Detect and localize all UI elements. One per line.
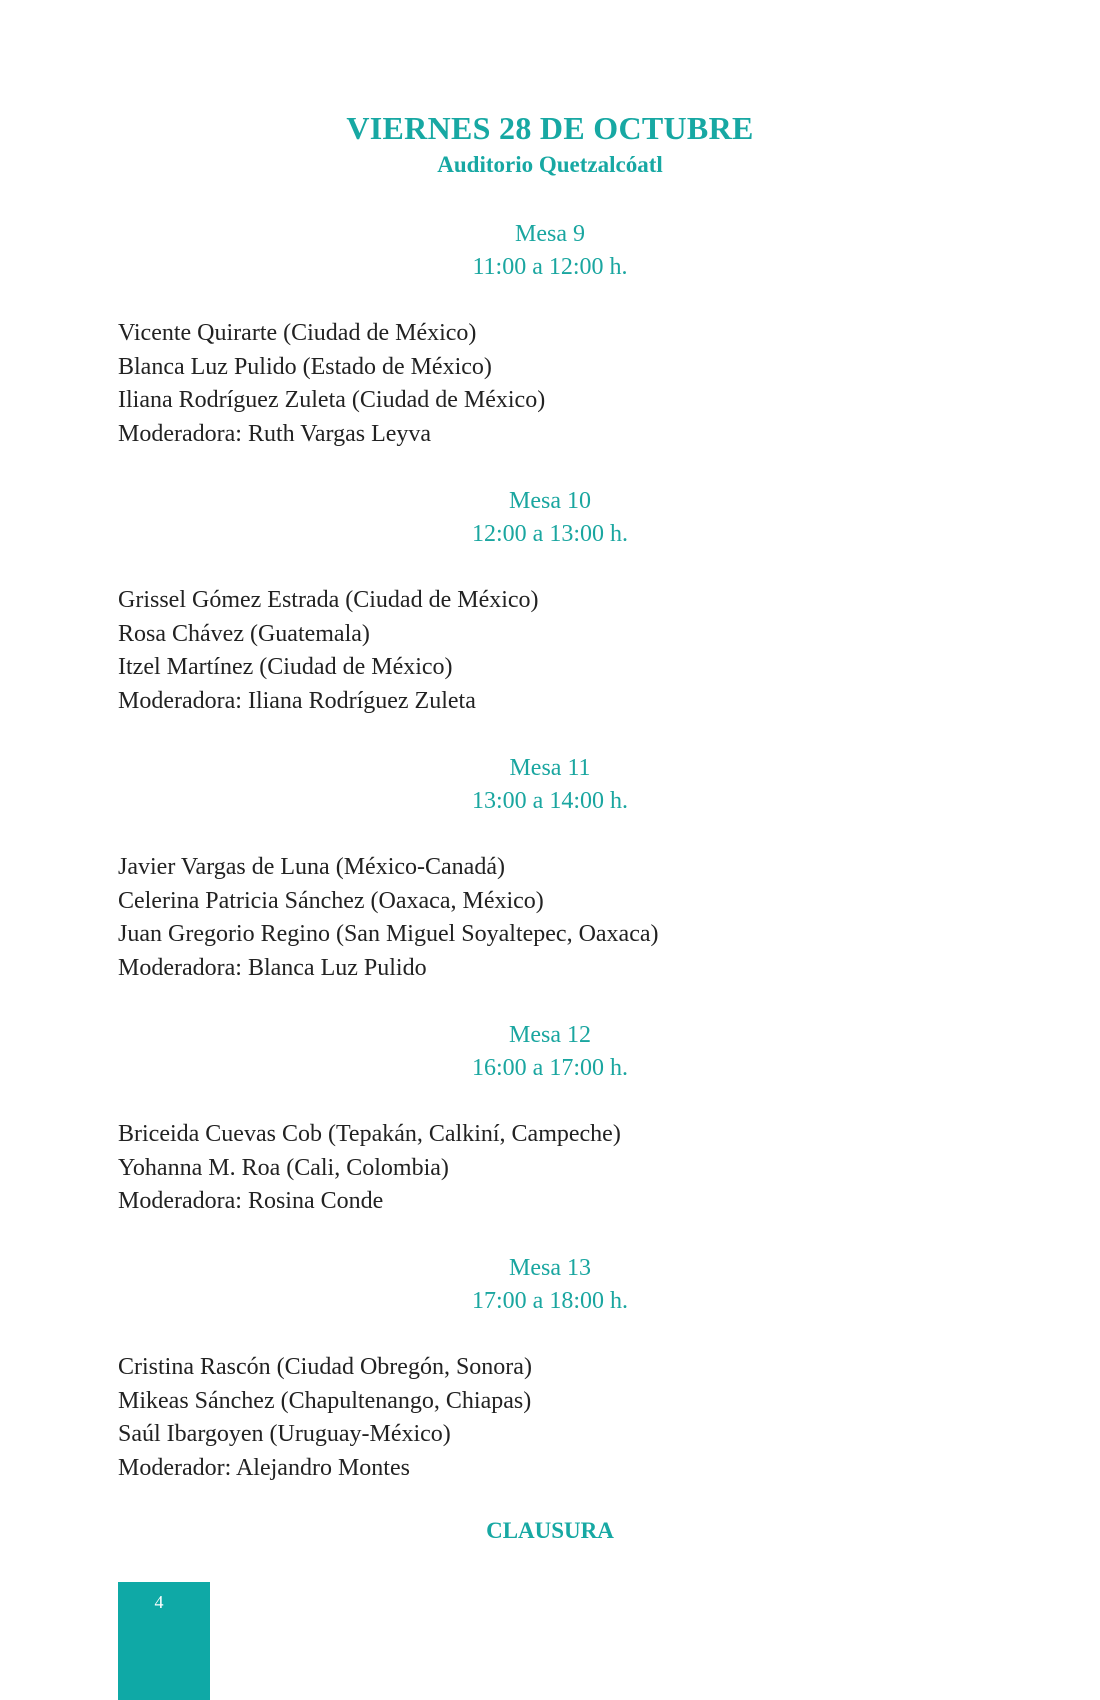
mesa-time: 17:00 a 18:00 h.: [472, 1288, 628, 1314]
participant: Briceida Cuevas Cob (Tepakán, Calkiní, Campeche): [118, 1121, 621, 1147]
moderator: Moderadora: Blanca Luz Pulido: [118, 954, 427, 981]
moderator: Moderadora: Rosina Conde: [118, 1188, 384, 1214]
participant-list: [0, 1351, 1100, 1485]
participant: Saúl Ibargoyen (Uruguay-México): [118, 1421, 451, 1447]
mesa-label: Mesa 10: [509, 488, 591, 514]
page-number-box: [118, 1582, 210, 1700]
mesa-label: Mesa 12: [509, 1022, 591, 1048]
participant: Iliana Rodríguez Zuleta (Ciudad de México): [118, 387, 546, 413]
participant: Celerina Patricia Sánchez (Oaxaca, México): [118, 887, 544, 914]
mesa-time: 11:00 a 12:00 h.: [472, 254, 628, 280]
mesa-label: Mesa 13: [509, 1255, 591, 1281]
mesa-time: 12:00 a 13:00 h.: [472, 521, 628, 547]
venue-title: Auditorio Quetzalcóatl: [437, 152, 663, 177]
participant-list: [0, 1118, 1100, 1219]
session-mesa-13: [0, 1252, 1100, 1485]
participant: Javier Vargas de Luna (México-Canadá): [118, 854, 505, 880]
participant-list: [0, 317, 1100, 451]
participant: Grissel Gómez Estrada (Ciudad de México): [118, 587, 539, 613]
session-mesa-12: [0, 1019, 1100, 1219]
day-title: VIERNES 28 DE OCTUBRE: [346, 110, 754, 146]
mesa-time: 13:00 a 14:00 h.: [472, 788, 628, 814]
moderator: Moderadora: Ruth Vargas Leyva: [118, 420, 432, 447]
participant-list: [0, 851, 1100, 985]
participant: Cristina Rascón (Ciudad Obregón, Sonora): [118, 1354, 532, 1380]
moderator: Moderador: Alejandro Montes: [118, 1454, 410, 1481]
participant: Itzel Martínez (Ciudad de México): [118, 654, 453, 680]
closing-title: CLAUSURA: [486, 1518, 614, 1543]
session-mesa-11: [0, 752, 1100, 985]
mesa-time: 16:00 a 17:00 h.: [472, 1055, 628, 1081]
page-number: 4: [154, 1592, 164, 1612]
participant: Rosa Chávez (Guatemala): [118, 620, 370, 647]
participant: Blanca Luz Pulido (Estado de México): [118, 353, 492, 380]
participant: Juan Gregorio Regino (San Miguel Soyaltepec, Oaxaca): [118, 921, 659, 947]
session-mesa-9: [0, 218, 1100, 451]
participant: Mikeas Sánchez (Chapultenango, Chiapas): [118, 1387, 532, 1414]
session-mesa-10: [0, 485, 1100, 718]
mesa-label: Mesa 11: [509, 755, 591, 781]
participant: Yohanna M. Roa (Cali, Colombia): [118, 1154, 449, 1181]
moderator: Moderadora: Iliana Rodríguez Zuleta: [118, 687, 476, 714]
participant-list: [0, 584, 1100, 718]
participant: Vicente Quirarte (Ciudad de México): [118, 320, 477, 346]
mesa-label: Mesa 9: [515, 221, 585, 247]
